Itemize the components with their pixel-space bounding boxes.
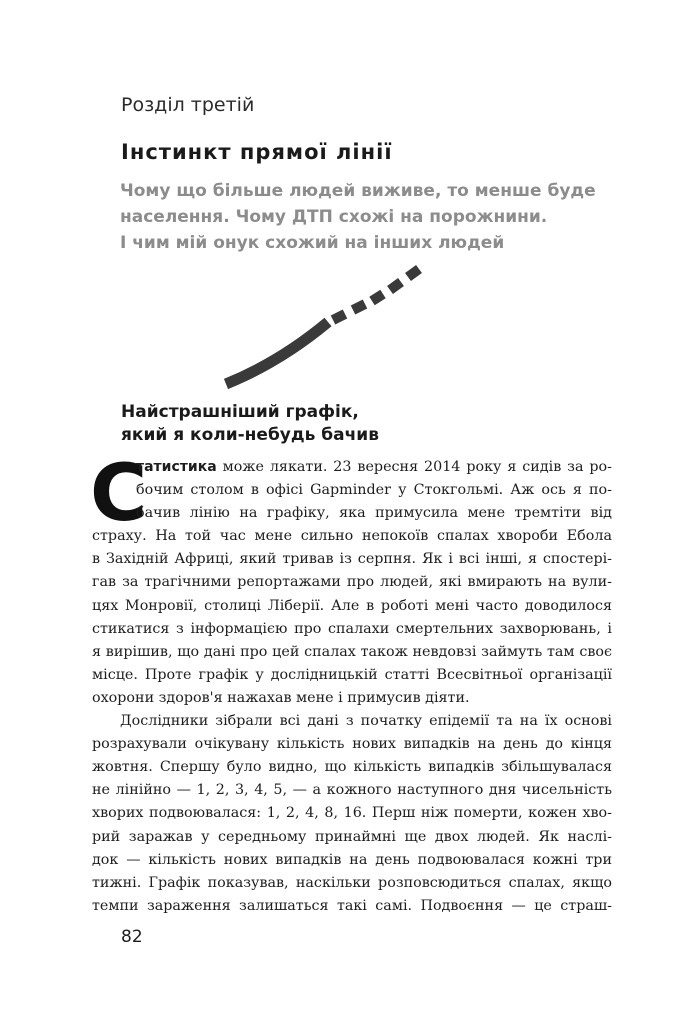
body-line: жовтня. Спершу було видно, що кількість випадків збільшувалася bbox=[92, 759, 612, 776]
dash-segment bbox=[353, 304, 365, 310]
dash-segment bbox=[333, 314, 345, 320]
body-line bbox=[136, 456, 612, 479]
solid-line-segment bbox=[226, 322, 328, 384]
dashed-line-graphic bbox=[220, 262, 430, 392]
chapter-title: Інстинкт прямої лінії bbox=[121, 140, 393, 164]
body-line: Дослідники зібрали всі дані з початку епідемії та на їх основі bbox=[120, 713, 612, 730]
subtitle-line: населення. Чому ДТП схожі на порожнини. bbox=[120, 207, 548, 227]
section-heading-line: Найстрашніший графік, bbox=[121, 402, 359, 422]
body-text bbox=[90, 449, 612, 918]
lead-word: татистика bbox=[136, 459, 217, 475]
section-heading-line: який я коли-небудь бачив bbox=[121, 425, 379, 445]
chapter-subtitle bbox=[120, 178, 640, 256]
body-line: бачив лінію на графіку, яка примусила мене тремтіти від bbox=[136, 505, 612, 522]
body-line: я вирішив, що дані про цей спалах також невдовзі займуть там своє bbox=[92, 643, 612, 660]
section-heading bbox=[121, 401, 379, 447]
subtitle-line: Чому що більше людей виживе, то менше буде bbox=[120, 181, 596, 201]
body-line: не лінійно — 1, 2, 3, 4, 5, — а кожного наступного дня чисельність bbox=[92, 782, 612, 799]
drop-cap: С bbox=[90, 449, 148, 539]
body-line: цях Монровії, столиці Ліберії. Але в роботі мені часто доводилося bbox=[92, 597, 612, 614]
body-line: місце. Проте графік у дослідницькій статті Всесвітньої організації bbox=[92, 666, 612, 683]
body-line: стикатися з інформацією про спалахи смертельних захворювань, і bbox=[92, 620, 612, 637]
body-line-text: може лякати. 23 вересня 2014 року я сидів за ро- bbox=[216, 459, 612, 475]
body-line: темпи зараження залишаться такі самі. Подвоєння — це страш- bbox=[92, 897, 612, 914]
dash-segment bbox=[408, 269, 419, 277]
body-line: в Західній Африці, який тривав із серпня. Як і всі інші, я спостері- bbox=[92, 551, 612, 568]
body-line: охорони здоров'я нажахав мене і примусив діяти. bbox=[92, 689, 470, 706]
subtitle-line: І чим мій онук схожий на інших людей bbox=[120, 233, 505, 253]
page-number: 82 bbox=[121, 927, 143, 947]
body-line: розрахували очікувану кількість нових випадків на день до кінця bbox=[92, 736, 612, 753]
dash-segment bbox=[372, 294, 383, 301]
body-line: рий заражав у середньому принаймні ще двох людей. Як наслі- bbox=[92, 828, 612, 845]
body-line: док — кількість нових випадків на день подвоювалася кожні три bbox=[92, 851, 612, 868]
body-line: хворих подвоювалася: 1, 2, 4, 8, 16. Перш ніж померти, кожен хво- bbox=[92, 805, 612, 822]
body-line: бочим столом в офісі Gapminder у Стокгольмі. Аж ось я по- bbox=[136, 482, 612, 499]
dash-segment bbox=[390, 282, 401, 290]
body-line: тижні. Графік показував, наскільки розповсюдиться спалах, якщо bbox=[92, 874, 612, 891]
body-line: гав за трагічними репортажами про людей, які вмирають на вули- bbox=[92, 574, 612, 591]
body-line: страху. На той час мене сильно непокоїв спалах хвороби Ебола bbox=[92, 528, 612, 545]
section-label: Розділ третій bbox=[121, 94, 255, 116]
